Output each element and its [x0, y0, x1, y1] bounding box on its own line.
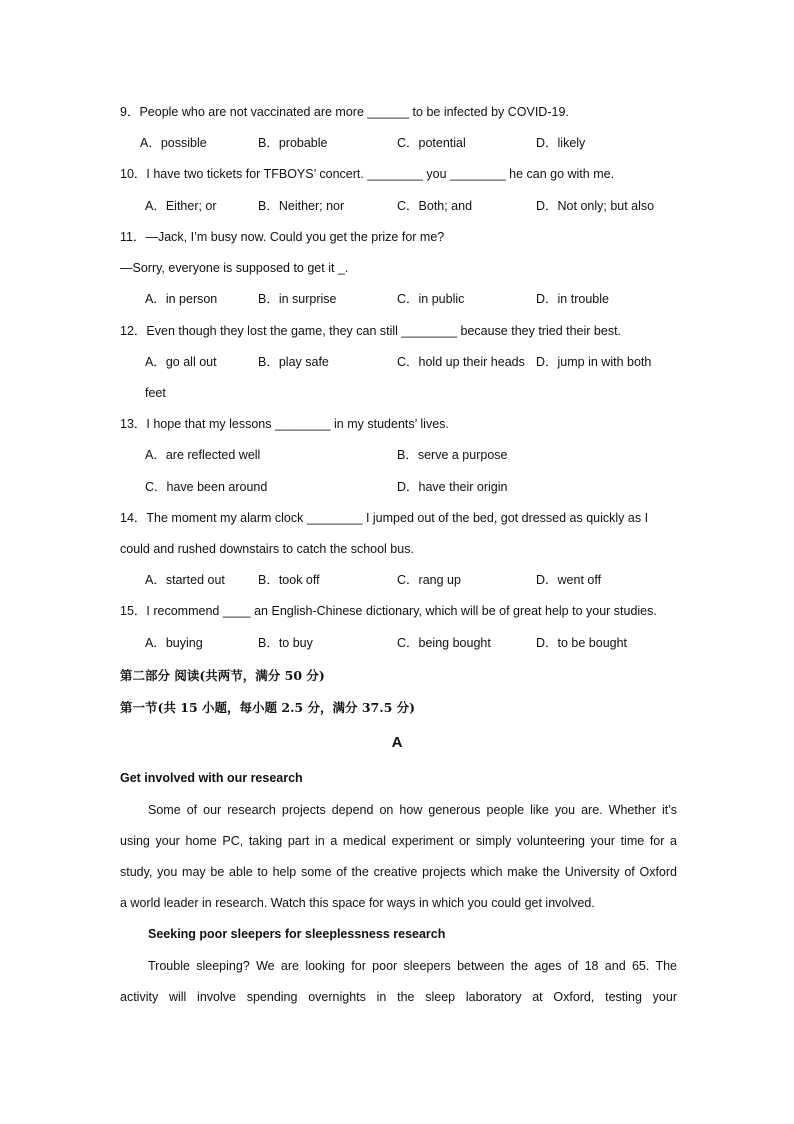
- passage-paragraph-1-line-2: using your home PC, taking part in a medical experiment or simply volunteering your time for a: [120, 834, 677, 848]
- passage-letter: A: [391, 734, 403, 751]
- question-11-reply: —Sorry, everyone is supposed to get it _.: [120, 261, 349, 275]
- question-11-option-d: D．in trouble: [536, 292, 609, 306]
- question-11-stem: 11．—Jack, I’m busy now. Could you get the prize for me?: [120, 230, 445, 244]
- question-10-stem: 10．I have two tickets for TFBOYS’ concert. ________ you ________ he can go with me.: [120, 167, 615, 181]
- question-12-option-a: A．go all out: [145, 355, 217, 369]
- passage-paragraph-1-line-4: a world leader in research. Watch this space for ways in which you could get involved.: [120, 896, 595, 910]
- question-11-option-a: A．in person: [145, 292, 218, 306]
- question-14-option-c: C．rang up: [397, 573, 461, 587]
- passage-paragraph-1-line-1: Some of our research projects depend on how generous people like you are. Whether it’s: [148, 803, 677, 817]
- passage-paragraph-2-line-1: Trouble sleeping? We are looking for poor sleepers between the ages of 18 and 65. The: [148, 959, 677, 973]
- question-13-option-c: C．have been around: [145, 480, 268, 494]
- question-15-option-d: D．to be bought: [536, 636, 628, 650]
- question-12-option-d: D．jump in with both: [536, 355, 652, 369]
- question-14-option-a: A．started out: [145, 573, 225, 587]
- part-two-title: 第二部分 阅读(共两节，满分 50 分): [120, 668, 325, 683]
- question-12-option-c: C．hold up their heads: [397, 355, 525, 369]
- passage-heading: Get involved with our research: [120, 771, 303, 785]
- question-13-stem: 13．I hope that my lessons ________ in my students’ lives.: [120, 417, 449, 431]
- question-9-option-d: D．likely: [536, 136, 586, 150]
- question-10-option-a: A．Either; or: [145, 199, 217, 213]
- question-13-option-a: A．are reflected well: [145, 448, 261, 462]
- passage-paragraph-2-line-2: activity will involve spending overnights in the sleep laboratory at Oxford, testing your: [120, 990, 677, 1004]
- question-13-option-b: B．serve a purpose: [397, 448, 508, 462]
- question-12-option-d-wrap: feet: [145, 386, 166, 400]
- question-10-option-c: C．Both; and: [397, 199, 473, 213]
- question-14-stem: 14．The moment my alarm clock ________ I jumped out of the bed, got dressed as quickly as I: [120, 511, 649, 525]
- question-13-option-d: D．have their origin: [397, 480, 508, 494]
- question-9-option-b: B．probable: [258, 136, 328, 150]
- question-14-option-d: D．went off: [536, 573, 602, 587]
- section-one-title: 第一节(共 15 小题，每小题 2.5 分，满分 37.5 分): [120, 700, 416, 715]
- question-10-option-d: D．Not only; but also: [536, 199, 655, 213]
- question-14-option-b: B．took off: [258, 573, 320, 587]
- question-11-option-b: B．in surprise: [258, 292, 337, 306]
- question-12-option-b: B．play safe: [258, 355, 329, 369]
- question-15-option-b: B．to buy: [258, 636, 313, 650]
- question-9-option-a: A．possible: [140, 136, 207, 150]
- question-9-option-c: C．potential: [397, 136, 466, 150]
- question-10-option-b: B．Neither; nor: [258, 199, 345, 213]
- question-15-option-a: A．buying: [145, 636, 203, 650]
- question-11-option-c: C．in public: [397, 292, 465, 306]
- question-14-stem-continued: could and rushed downstairs to catch the school bus.: [120, 542, 414, 556]
- passage-subheading: Seeking poor sleepers for sleeplessness research: [148, 927, 446, 941]
- question-15-option-c: C．being bought: [397, 636, 491, 650]
- question-12-stem: 12．Even though they lost the game, they can still ________ because they tried their best.: [120, 324, 622, 338]
- question-9-stem: 9．People who are not vaccinated are more ______ to be infected by COVID-19.: [120, 105, 569, 119]
- passage-paragraph-1-line-3: study, you may be able to help some of the creative projects which make the University of Oxford: [120, 865, 677, 879]
- question-15-stem: 15．I recommend ____ an English-Chinese dictionary, which will be of great help to your studies.: [120, 604, 657, 618]
